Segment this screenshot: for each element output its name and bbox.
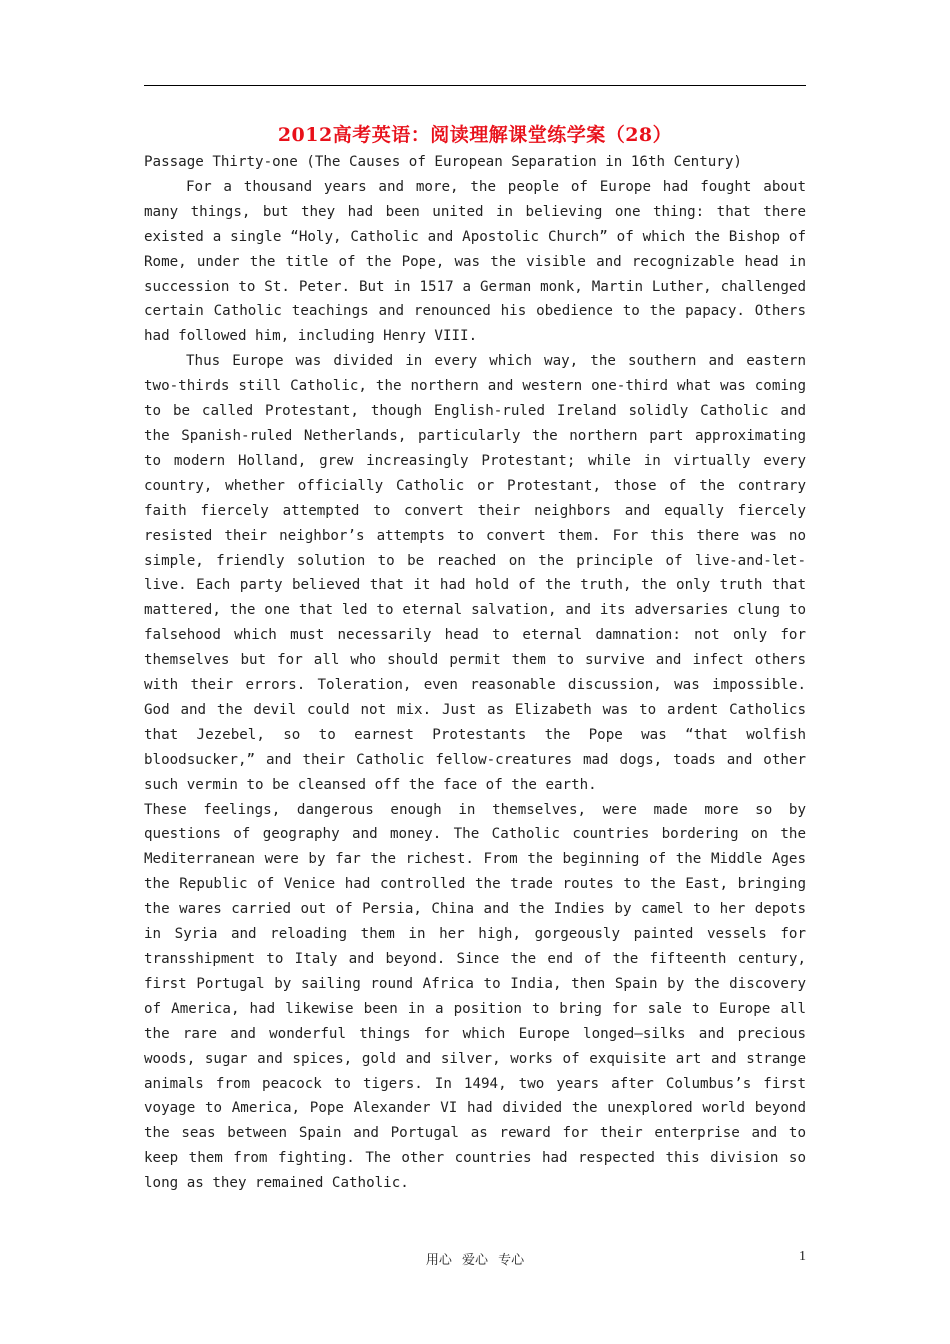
- paragraph-3: These feelings, dangerous enough in themselves, were made more so by questions of geography and money. The Catholic countries bordering on the Mediterranean were by far the richest. From the beginning of the Middle Ages the Republic of Venice had controlled the trade routes to the East, bringing the wares carried out of Persia, China and the Indies by camel to her depots in Syria and reloading them in her high, gorgeously painted vessels for transshipment to Italy and beyond. Since the end of the fifteenth century, first Portugal by sailing round Africa to India, then Spain by the discovery of America, had likewise been in a position to bring for sale to Europe all the rare and wonderful things for which Europe longed—silks and precious woods, sugar and spices, gold and silver, works of exquisite art and strange animals from peacock to tigers. In 1494, two years after Columbus’s first voyage to America, Pope Alexander VI had divided the unexplored world beyond the seas between Spain and Portugal as reward for their enterprise and to keep them from fighting. The other countries had respected this division so long as they remained Catholic.: [144, 801, 806, 1192]
- paragraph-2: Thus Europe was divided in every which way, the southern and eastern two-thirds still Catholic, the northern and western one-third what was coming to be called Protestant, though English-ruled Ireland solidly Catholic and the Spanish-ruled Netherlands, particularly the northern part approximating to modern Holland, grew increasingly Protestant; while in virtually every country, whether officially Catholic or Protestant, those of the contrary faith fiercely attempted to convert their neighbors and equally fiercely resisted their neighbor’s attempts to convert them. For this there was no simple, friendly solution to be reached on the principle of live-and-let-live. Each party believed that it had hold of the truth, the only truth that mattered, the one that led to eternal salvation, and its adversaries clung to falsehood which must necessarily head to eternal damnation: not only for themselves but for all who should permit them to survive and infect others with their errors. Toleration, even reasonable discussion, was impossible. God and the devil could not mix. Just as Elizabeth was to ardent Catholics that Jezebel, so to earnest Protestants the Pope was “that wolfish bloodsucker,” and their Catholic fellow-creatures mad dogs, toads and other such vermin to be cleansed off the face of the earth.: [144, 353, 806, 793]
- header-rule: [144, 85, 806, 86]
- page-number: 1: [799, 1249, 806, 1264]
- footer-motto: 用心 爱心 专心: [425, 1253, 525, 1268]
- page-title: 2012高考英语：阅读理解课堂练学案（28）: [277, 124, 673, 146]
- paragraph-1: For a thousand years and more, the people of Europe had fought about many things, but they had been united in believing one thing: that there existed a single “Holy, Catholic and Apostolic Church” of which the Bishop of Rome, under the title of the Pope, was the visible and recognizable head in succession to St. Peter. But in 1517 a German monk, Martin Luther, challenged certain Catholic teachings and renounced his obedience to the papacy. Others had followed him, including Henry VIII.: [144, 178, 806, 345]
- passage-subtitle: Passage Thirty-one (The Causes of European Separation in 16th Century): [144, 154, 742, 170]
- passage-body: [144, 150, 806, 1196]
